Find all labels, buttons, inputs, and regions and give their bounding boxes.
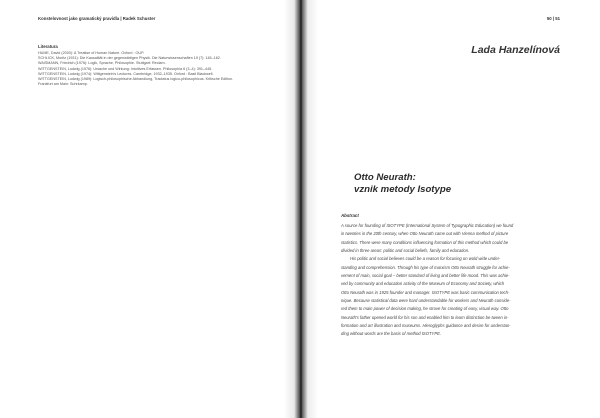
title-line: vznik metody Isotype [354,183,452,195]
abstract-line: A source for founding of ISOTYPE (International System of Typographic Education) we found [341,223,514,228]
literature-list [38,51,248,87]
abstract-line: nique. Because statistical data were hard understandable for workers and Neurath conside- [341,298,511,304]
abstract-line: divided in three areas: politic and social beliefs, family and education. [341,248,470,254]
page-number: 50 | 51 [546,16,560,21]
author-name: Lada Hanzelínová [471,44,560,56]
abstract-line: His politic and social believes could be a reason for focusing on wold wide under- [350,256,501,262]
left-page [0,0,298,418]
abstract-line: red them to main power of decision making, he strove for creating of easy, visual way. Otto [341,306,509,312]
abstract-line: standing and comprehension. Through his type of marxism Otto Neurath struggle for achie- [341,264,510,270]
literature-entry: SCHLICK, Moritz (1931): Die Kausalität in der gegenwärtigen Physik. Die Naturwissenschaften 19 (7): 145–162. [38,56,221,61]
article-title [354,172,451,196]
title-line: Otto Neurath: [354,172,416,183]
abstract-line: ding without words are the basis of method ISOTYPE. [341,331,442,337]
literature-entry: WITTGENSTEIN, Ludwig (1974): Wittgenstein's Lectures. Cambridge, 1932–1935. Oxford : Basil Blackwell. [38,71,214,76]
right-page [302,0,600,418]
abstract-body [341,222,565,339]
abstract-line: in twenties in the 20th century, when Otto Neurath came out with Vienna method of picture [341,231,509,237]
abstract-line: statistics. There were many conditions influencing formation of this method which could be [341,239,509,245]
literature-entry: WITTGENSTEIN, Ludwig (1976): Ursache und Wirkung: Intuitives Erfassen. Philosophia 6 (3–4): 391–445. [38,66,213,71]
literature-entry: HUME, David (2000): A Treatise of Human Nature. Oxford : OUP. [38,51,145,55]
literature-heading: Literatura [38,44,58,49]
literature-entry: WITTGENSTEIN, Ludwig (1989): Logisch-philosophische Abhandlung, Tractatus logico-philosophicus. Kritische Edition. Frankfurt am Main: Suhrkamp. [38,77,234,87]
book-gutter-shadow [284,0,318,418]
abstract-heading: Abstract [341,213,359,218]
abstract-line: formation and art illustration and museums. Hieroglyphs guidance and desire for understan- [341,323,511,329]
abstract-line: Otto Neurath was in 1925 founder and manager. ISOTYPE was basic communication tech- [341,289,510,295]
abstract-line: ved by community and education activity of the Museum of Economy and Society, which [341,281,505,287]
running-head: Konstelovnost jako gramatický pravidla | Radek Schuster [38,16,156,21]
literature-entry: WAISMANN, Friedrich (1976): Logik, Sprache, Philosophie. Stuttgart: Reclam. [38,61,166,66]
abstract-line: Neurath's father opened world for his son and enabled him to learn distinction be tween in- [341,314,509,320]
abstract-line: vement of main, social goal – better standard of living and better life mood. This was achie- [341,273,510,279]
